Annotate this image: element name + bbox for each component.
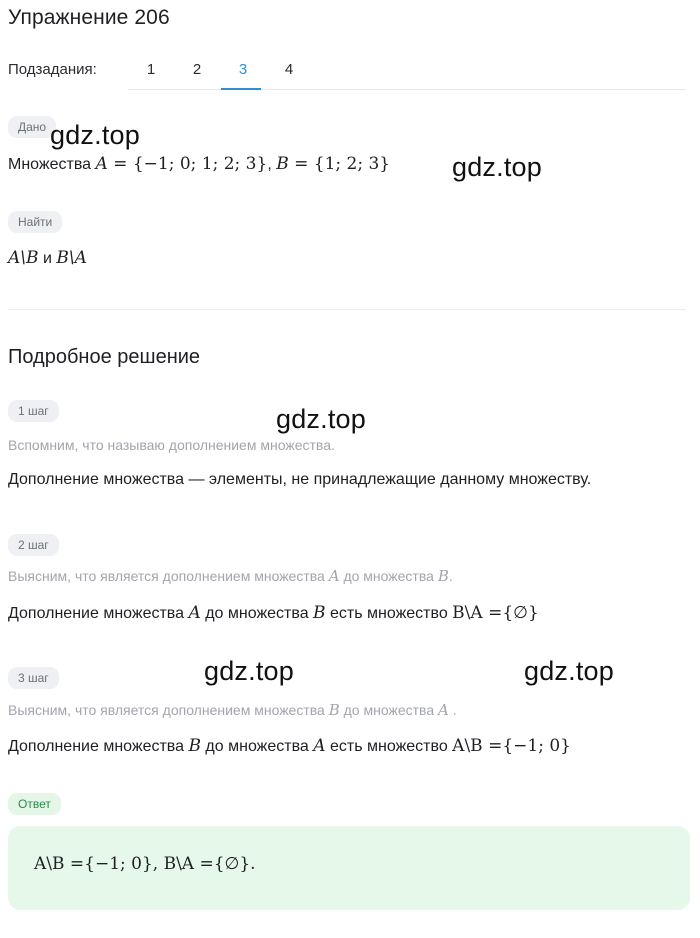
section-divider <box>8 309 686 310</box>
step-3-text: Дополнение множества B до множества A есть множество A\B ={−1; 0} <box>8 736 571 756</box>
step-2-hint: Выясним, что является дополнением множества A до множества B. <box>8 567 453 585</box>
watermark: gdz.top <box>452 152 542 182</box>
find-expr-2: B\A <box>56 248 87 268</box>
step-1-text: Дополнение множества — элементы, не принадлежащие данному множеству. <box>8 471 592 488</box>
step-2-result: B\A ={∅} <box>452 603 539 623</box>
subtasks-tabs <box>128 54 686 90</box>
tab-subtask-4[interactable]: 4 <box>284 61 294 78</box>
find-statement <box>8 248 87 268</box>
tab-subtask-3[interactable]: 3 <box>220 54 266 89</box>
watermark: gdz.top <box>50 120 140 150</box>
given-set-a: A = {−1; 0; 1; 2; 3} <box>95 154 268 174</box>
solution-title: Подробное решение <box>8 346 201 368</box>
step-1-hint: Вспомним, что называю дополнением множества. <box>8 437 335 453</box>
subtasks-label: Подзадания: <box>8 61 97 78</box>
find-chip: Найти <box>8 211 62 233</box>
step-3-result: A\B ={−1; 0} <box>452 736 571 756</box>
given-chip: Дано <box>8 116 56 138</box>
answer-box <box>8 826 690 910</box>
find-conj: и <box>42 250 52 267</box>
page-title: Упражнение 206 <box>8 6 170 29</box>
tab-subtask-1[interactable]: 1 <box>146 61 156 78</box>
watermark: gdz.top <box>276 404 366 434</box>
step-3-chip: 3 шаг <box>8 667 59 689</box>
answer-chip: Ответ <box>8 793 61 815</box>
step-3-hint: Выясним, что является дополнением множества B до множества A . <box>8 701 457 719</box>
watermark: gdz.top <box>204 656 294 686</box>
given-prefix: Множества <box>8 156 92 173</box>
subtasks-bar <box>8 54 686 90</box>
step-2-chip: 2 шаг <box>8 534 59 556</box>
answer-text: A\B ={−1; 0}, B\A ={∅}. <box>34 854 256 874</box>
watermark: gdz.top <box>524 656 614 686</box>
find-expr-1: A\B <box>8 248 39 268</box>
step-1-chip: 1 шаг <box>8 400 59 422</box>
given-statement: Множества A = {−1; 0; 1; 2; 3}, B = {1; 2; 3} <box>8 154 391 174</box>
given-set-b: B = {1; 2; 3} <box>276 154 391 174</box>
step-2-text: Дополнение множества A до множества B есть множество B\A ={∅} <box>8 603 539 623</box>
tab-subtask-2[interactable]: 2 <box>192 61 202 78</box>
